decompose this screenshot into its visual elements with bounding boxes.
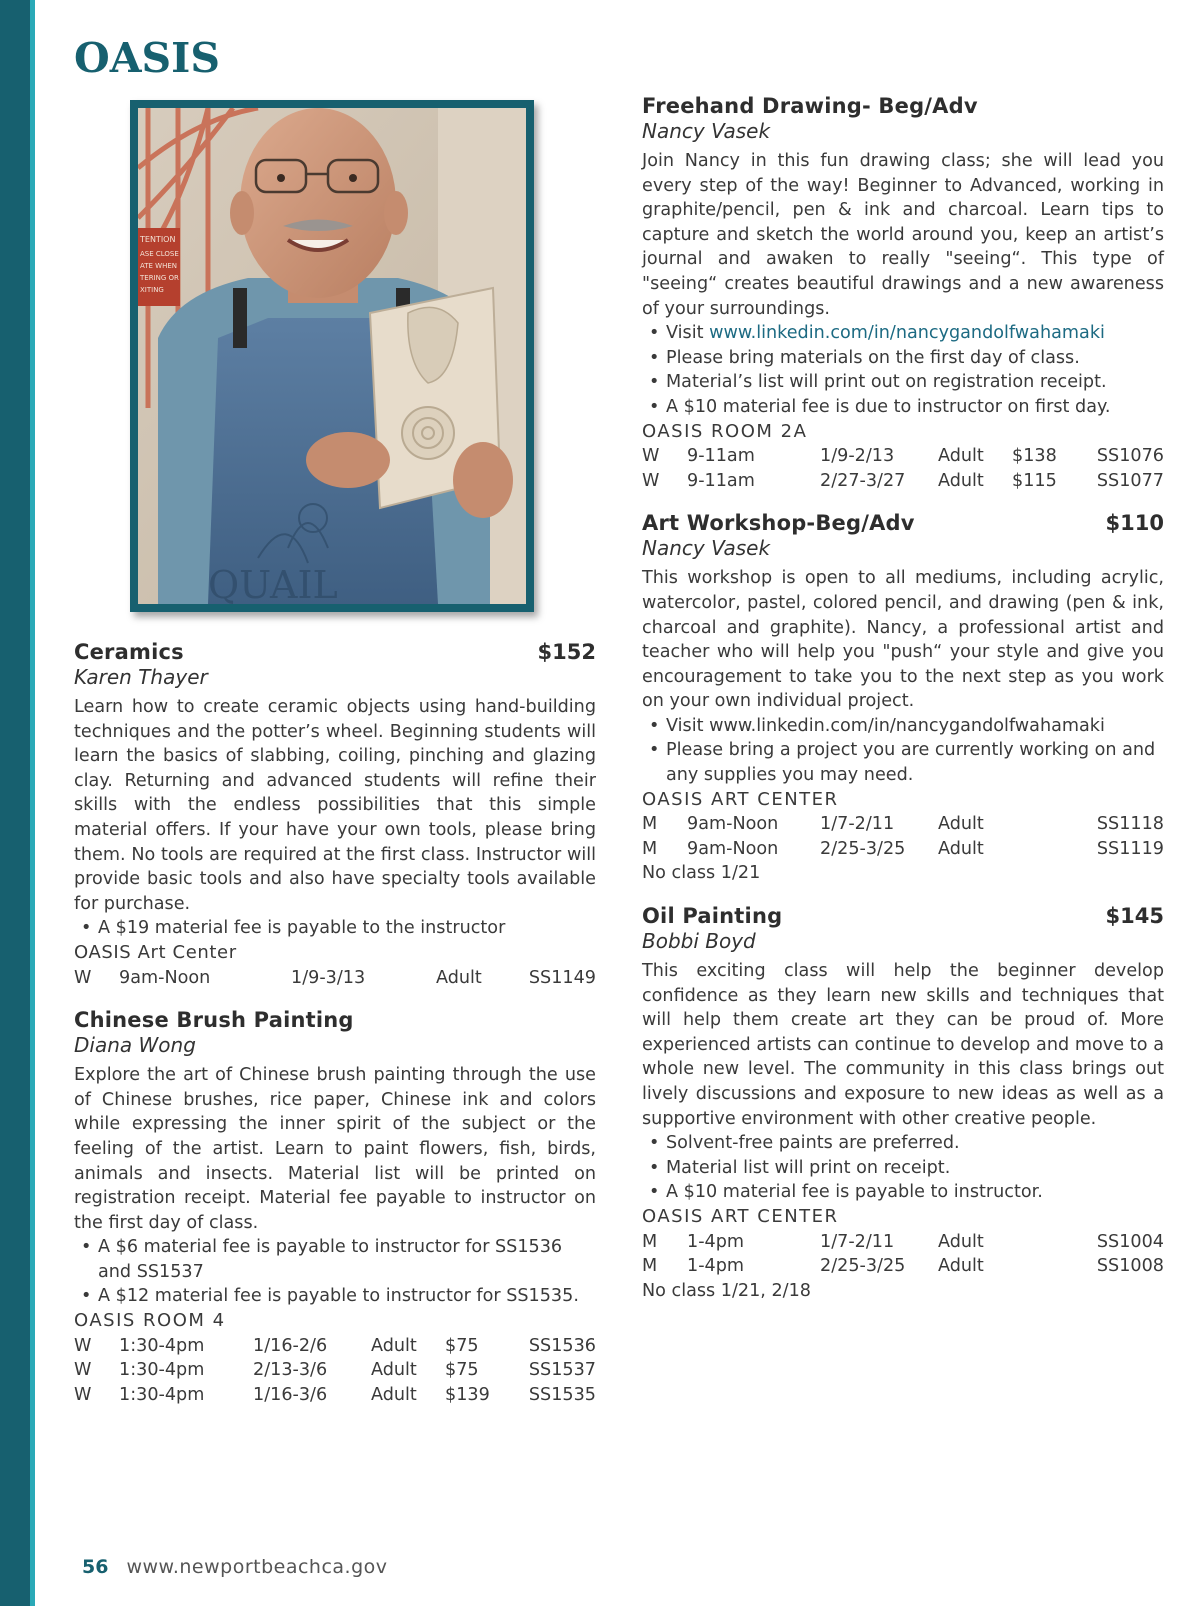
schedule-dates: 2/27-3/27 [820,470,906,491]
schedule-age: Adult [371,1360,417,1381]
schedule-table [642,444,1164,493]
course-freehand-drawing [642,94,1164,493]
schedule-time: 9am-Noon [687,838,779,859]
schedule-code: SS1535 [528,1384,596,1405]
schedule-table [642,1230,1164,1279]
course-title: Chinese Brush Painting [74,1008,354,1033]
course-notes [74,916,596,941]
course-header [642,94,1164,118]
instructor-name: Karen Thayer [74,665,208,689]
schedule-code: SS1008 [1096,1256,1164,1277]
course-art-workshop [642,511,1164,886]
course-description: Join Nancy in this fun drawing class; she will lead you every step of the way! Beginner to Advanced, working in graphite/pencil, pen & ink and charcoal. Learn tips to capture and sketch the world around you, keep an artist’s journal and awaken to really "seeing“. This type of "seeing“ creates beautiful drawings and a new awareness of your surroundings. [642,151,1164,319]
side-accent-stripe [30,0,35,1606]
schedule-fee: $115 [1012,470,1057,491]
instructor-name: Bobbi Boyd [642,929,756,954]
page-footer [82,1556,388,1578]
course-ceramics [74,640,596,990]
course-title: Art Workshop-Beg/Adv [642,511,915,536]
course-notes [642,1131,1164,1205]
schedule-age: Adult [938,470,984,491]
schedule-age: Adult [371,1335,417,1356]
course-price: $145 [1105,904,1164,929]
schedule-day: M [642,1231,658,1252]
schedule-day: W [74,1384,92,1405]
visit-prefix: Visit [666,323,710,344]
schedule-age: Adult [938,814,984,835]
website-url: www.newportbeachca.gov [126,1556,388,1578]
side-color-bar [0,0,30,1606]
course-chinese-brush-painting [74,1008,596,1407]
note-item [642,321,1164,346]
note-item: • Visit www.linkedin.com/in/nancygandolfwahamaki [642,714,1164,739]
schedule-time: 1-4pm [687,1256,745,1277]
schedule-day: M [642,838,658,859]
schedule-time: 9-11am [687,446,755,467]
course-title: Oil Painting [642,904,783,929]
no-class-note: No class 1/21, 2/18 [642,1280,811,1301]
schedule-code: SS1118 [1096,814,1164,835]
apron-text: QUAIL [208,563,338,604]
schedule-age: Adult [938,1231,984,1252]
schedule-dates: 1/7-2/11 [820,814,895,835]
schedule-code: SS1076 [1096,446,1164,467]
schedule-fee: $139 [445,1384,490,1405]
course-notes [642,321,1164,419]
course-description: Explore the art of Chinese brush painting through the use of Chinese brushes, rice paper, Chinese ink and colors while expressing the inner spirit of the subject or the feeling of the artist. Learn to paint flowers, fish, birds, animals and insects. Material list will be printed on registration receipt. Material fee payable to instructor on the first day of class. [74,1065,596,1233]
schedule-time: 1:30-4pm [119,1335,205,1356]
schedule-age: Adult [938,1256,984,1277]
schedule-day: W [642,470,660,491]
schedule-day: W [74,1335,92,1356]
schedule-row [74,1383,596,1408]
schedule-dates: 1/9-3/13 [291,967,366,988]
instructor-name: Diana Wong [74,1033,196,1058]
schedule-age: Adult [938,446,984,467]
course-price: $110 [1105,511,1164,536]
note-item: • Material’s list will print out on registration receipt. [642,370,1164,395]
schedule-day: W [642,446,660,467]
course-price: $152 [537,640,596,664]
schedule-time: 9am-Noon [687,814,779,835]
course-description: This workshop is open to all mediums, including acrylic, watercolor, pastel, colored pencil, and drawing (pen & ink, charcoal and graphite). Nancy, a professional artist and teacher who will help you "push“ your style and give you encouragement to take you to the next step as you work on your own individual project. [642,568,1164,712]
sign-text-line-2: ASE CLOSE [140,250,179,258]
course-notes [74,1235,596,1309]
note-item: • Please bring materials on the first day of class. [642,346,1164,371]
course-header [642,511,1164,535]
note-item: • A $10 material fee is due to instructor on first day. [642,395,1164,420]
schedule-age: Adult [436,967,482,988]
schedule-time: 9-11am [687,470,755,491]
schedule-dates: 1/9-2/13 [820,446,895,467]
schedule-dates: 1/16-3/6 [253,1384,328,1405]
schedule-dates: 1/7-2/11 [820,1231,895,1252]
course-oil-painting [642,904,1164,1303]
schedule-row [642,837,1164,862]
schedule-code: SS1119 [1096,838,1164,859]
schedule-day: W [74,967,92,988]
schedule-table [642,812,1164,861]
page-number: 56 [82,1556,109,1578]
schedule-code: SS1536 [528,1335,596,1356]
note-item: • A $12 material fee is payable to instructor for SS1535. [74,1284,596,1309]
schedule-code: SS1077 [1096,470,1164,491]
schedule-row [74,966,596,991]
course-title: Ceramics [74,640,184,664]
schedule-dates: 1/16-2/6 [253,1335,328,1356]
instructor-photo [130,100,534,612]
instructor-name: Nancy Vasek [642,536,771,561]
course-location: OASIS ART CENTER [642,788,839,810]
schedule-day: M [642,814,658,835]
schedule-day: W [74,1360,92,1381]
course-location: OASIS ROOM 4 [74,1310,226,1332]
schedule-row [74,1358,596,1383]
schedule-day: M [642,1256,658,1277]
schedule-age: Adult [938,838,984,859]
course-header [642,904,1164,928]
instructor-photo-illustration [138,108,526,604]
instructor-name: Nancy Vasek [642,119,771,143]
schedule-time: 1:30-4pm [119,1384,205,1405]
schedule-code: SS1004 [1096,1231,1164,1252]
note-item: • Please bring a project you are currently working on and any supplies you may need. [642,738,1164,787]
course-location: OASIS Art Center [74,941,237,963]
schedule-dates: 2/25-3/25 [820,838,906,859]
course-location: OASIS ART CENTER [642,1205,839,1227]
schedule-code: SS1149 [528,967,596,988]
course-header [74,1008,596,1032]
course-description: Learn how to create ceramic objects using hand-building techniques and the potter’s wheel. Beginning students will learn the basics of slabbing, coiling, pinching and glazing clay. Returning and advanced students will refine their skills with the endless possibilities that this simple material offers. If your have your own tools, please bring them. No tools are required at the first class. Instructor will provide basic tools and also have specialty tools available for purchase. [74,697,596,914]
note-item: • A $19 material fee is payable to the instructor [74,916,596,941]
sign-text-line-4: TERING OR [140,274,179,282]
schedule-code: SS1537 [528,1360,596,1381]
schedule-fee: $75 [445,1335,479,1356]
schedule-table [74,966,596,991]
schedule-table [74,1334,596,1408]
schedule-row [74,1334,596,1359]
schedule-dates: 2/25-3/25 [820,1256,906,1277]
schedule-row [642,444,1164,469]
schedule-fee: $138 [1012,446,1057,467]
schedule-time: 1:30-4pm [119,1360,205,1381]
course-header [74,640,596,664]
schedule-row [642,1254,1164,1279]
schedule-row [642,812,1164,837]
schedule-age: Adult [371,1384,417,1405]
schedule-row [642,1230,1164,1255]
no-class-note: No class 1/21 [642,863,761,884]
note-item: • A $6 material fee is payable to instructor for SS1536 and SS1537 [74,1235,596,1284]
course-location: OASIS ROOM 2A [642,420,808,442]
schedule-row [642,469,1164,494]
left-column [74,640,596,1425]
schedule-time: 9am-Noon [119,967,211,988]
schedule-dates: 2/13-3/6 [253,1360,328,1381]
sign-text-line-3: ATE WHEN [140,262,178,270]
right-column [642,94,1164,1321]
linkedin-link[interactable]: www.linkedin.com/in/nancygandolfwahamaki [709,323,1105,344]
course-notes [642,714,1164,788]
note-item: • Material list will print on receipt. [642,1156,1164,1181]
schedule-fee: $75 [445,1360,479,1381]
note-item: • A $10 material fee is payable to instructor. [642,1180,1164,1205]
page-title: OASIS [74,34,220,82]
note-item: • Solvent-free paints are preferred. [642,1131,1164,1156]
sign-text-line-5: XITING [140,286,164,294]
schedule-time: 1-4pm [687,1231,745,1252]
course-title: Freehand Drawing- Beg/Adv [642,94,978,118]
sign-text-line-1: TENTION [140,235,176,244]
course-description: This exciting class will help the beginner develop confidence as they learn new skills and techniques that will help them create art they can be proud of. More experienced artists can continue to develop and move to a whole new level. The community in this class brings out lively discussions and exposure to new ideas as well as a supportive environment with other creative people. [642,961,1164,1129]
